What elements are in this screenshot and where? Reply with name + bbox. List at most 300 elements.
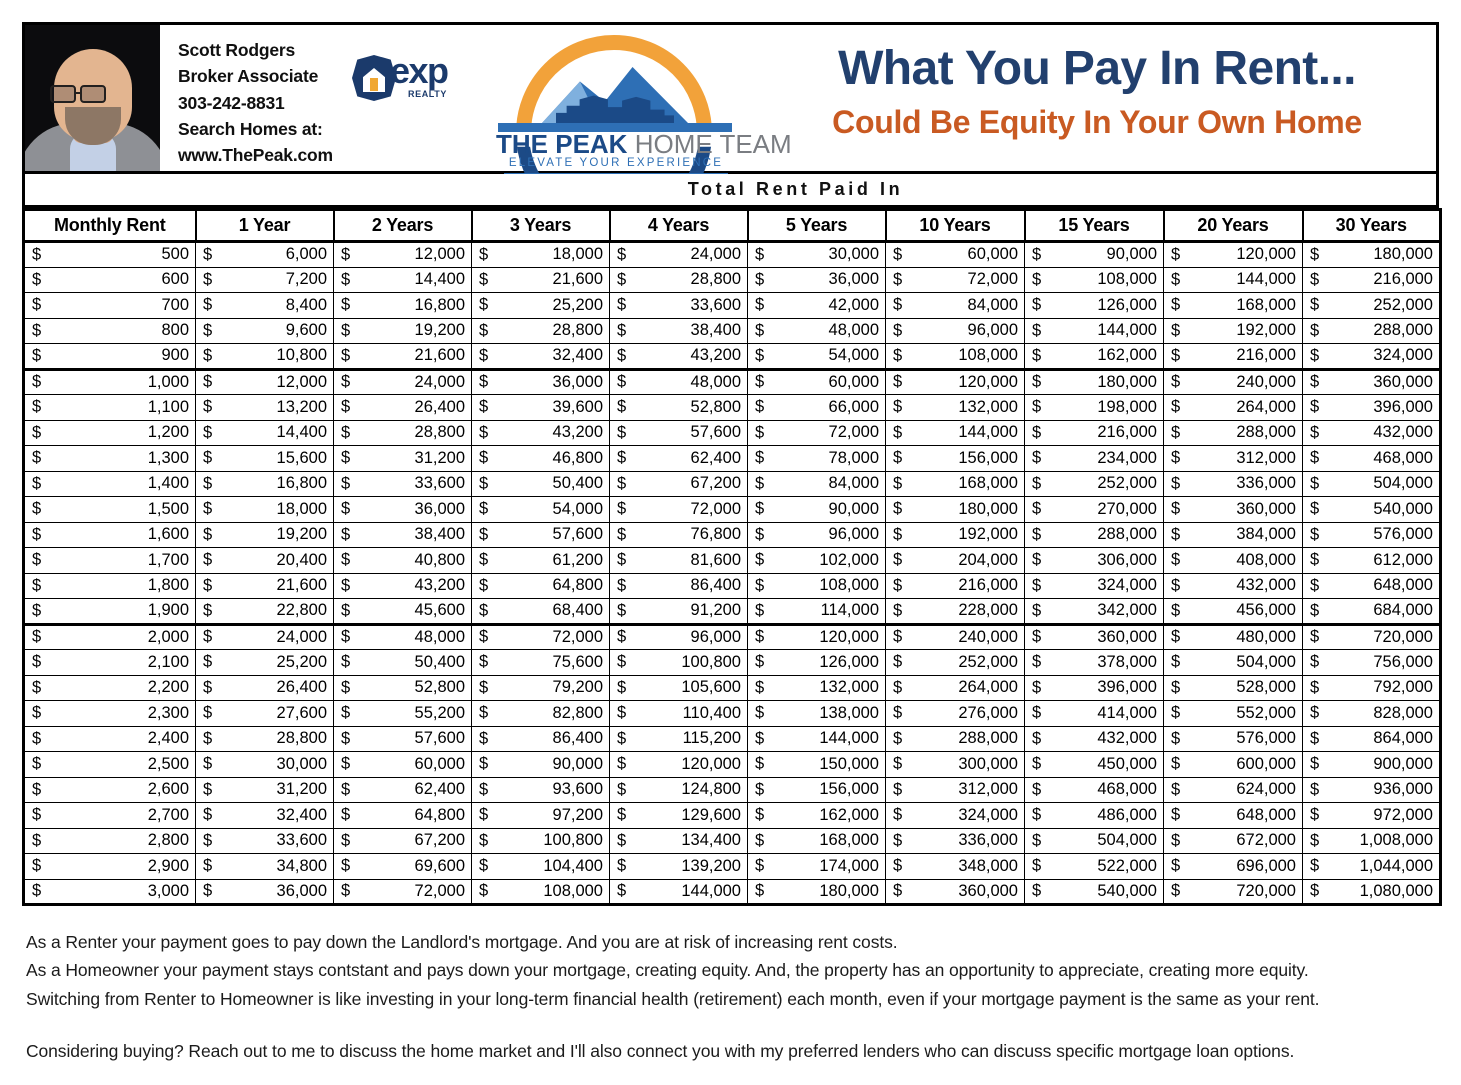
cell-total-30y: [1303, 522, 1441, 548]
cell-total-20y: [1164, 420, 1303, 446]
cell-total-3y: [472, 471, 610, 497]
cell-value: 55,200: [414, 703, 465, 722]
currency-symbol: $: [1032, 627, 1042, 646]
cell-value: 105,600: [681, 678, 741, 697]
currency-symbol: $: [617, 397, 627, 416]
currency-symbol: $: [479, 627, 489, 646]
currency-symbol: $: [1171, 703, 1181, 722]
cell-total-5y: [748, 726, 886, 752]
cell-value: 102,000: [819, 550, 879, 569]
cell-value: 168,000: [958, 474, 1018, 493]
cell-value: 1,900: [147, 601, 189, 620]
cell-value: 756,000: [1373, 652, 1433, 671]
currency-symbol: $: [617, 881, 627, 900]
currency-symbol: $: [1310, 729, 1320, 748]
cell-total-4y: [610, 242, 748, 268]
currency-symbol: $: [32, 780, 42, 799]
cell-total-10y: [886, 497, 1025, 523]
cell-value: 486,000: [1097, 805, 1157, 824]
currency-symbol: $: [755, 550, 765, 569]
cell-total-3y: [472, 548, 610, 574]
cell-total-4y: [610, 293, 748, 319]
cell-total-10y: [886, 369, 1025, 395]
cell-total-3y: [472, 650, 610, 676]
currency-symbol: $: [1032, 881, 1042, 900]
currency-symbol: $: [1310, 881, 1320, 900]
cell-value: 576,000: [1373, 525, 1433, 544]
cell-value: 450,000: [1097, 754, 1157, 773]
cell-value: 1,008,000: [1359, 831, 1433, 850]
cell-value: 12,000: [276, 372, 327, 391]
cell-total-30y: [1303, 369, 1441, 395]
cell-value: 60,000: [967, 245, 1018, 264]
currency-symbol: $: [203, 525, 213, 544]
footer-line: Switching from Renter to Homeowner is like investing in your long-term financial health (retirement) each month, even if your mortgage payment is the same as your rent.: [26, 988, 1320, 1009]
cell-total-5y: [748, 777, 886, 803]
cell-value: 156,000: [819, 780, 879, 799]
currency-symbol: $: [203, 576, 213, 595]
cell-value: 61,200: [552, 550, 603, 569]
cell-total-1y: [196, 879, 334, 905]
currency-symbol: $: [479, 295, 489, 314]
cell-total-1y: [196, 624, 334, 650]
cell-value: 20,400: [276, 550, 327, 569]
cell-total-2y: [334, 675, 472, 701]
cell-total-30y: [1303, 675, 1441, 701]
currency-symbol: $: [1310, 423, 1320, 442]
cell-total-15y: [1025, 446, 1164, 472]
cell-total-2y: [334, 395, 472, 421]
currency-symbol: $: [1310, 245, 1320, 264]
currency-symbol: $: [1310, 652, 1320, 671]
currency-symbol: $: [893, 448, 903, 467]
currency-symbol: $: [341, 780, 351, 799]
currency-symbol: $: [203, 601, 213, 620]
cell-value: 38,400: [690, 321, 741, 340]
currency-symbol: $: [755, 372, 765, 391]
cell-total-1y: [196, 318, 334, 344]
currency-symbol: $: [1032, 601, 1042, 620]
currency-symbol: $: [1171, 550, 1181, 569]
cell-total-3y: [472, 497, 610, 523]
cell-total-30y: [1303, 828, 1441, 854]
cell-total-10y: [886, 879, 1025, 905]
currency-symbol: $: [1171, 678, 1181, 697]
cell-monthly-rent: [24, 726, 196, 752]
cell-value: 252,000: [1097, 474, 1157, 493]
cell-value: 144,000: [1097, 321, 1157, 340]
cell-total-1y: [196, 803, 334, 829]
currency-symbol: $: [1032, 295, 1042, 314]
peak-tagline: ELEVATE YOUR EXPERIENCE: [508, 157, 724, 169]
cell-value: 2,300: [147, 703, 189, 722]
cell-value: 36,000: [552, 372, 603, 391]
cell-value: 2,100: [147, 652, 189, 671]
cell-total-3y: [472, 854, 610, 880]
currency-symbol: $: [617, 576, 627, 595]
currency-symbol: $: [1310, 295, 1320, 314]
currency-symbol: $: [479, 805, 489, 824]
currency-symbol: $: [341, 652, 351, 671]
cell-total-4y: [610, 573, 748, 599]
cell-total-2y: [334, 701, 472, 727]
currency-symbol: $: [893, 805, 903, 824]
currency-symbol: $: [341, 627, 351, 646]
currency-symbol: $: [1310, 550, 1320, 569]
currency-symbol: $: [203, 423, 213, 442]
table-row: [24, 777, 1441, 803]
cell-value: 31,200: [276, 780, 327, 799]
currency-symbol: $: [479, 372, 489, 391]
cell-value: 90,000: [552, 754, 603, 773]
currency-symbol: $: [341, 601, 351, 620]
cell-value: 252,000: [1373, 295, 1433, 314]
cell-value: 198,000: [1097, 397, 1157, 416]
currency-symbol: $: [479, 881, 489, 900]
cell-total-20y: [1164, 522, 1303, 548]
cell-total-2y: [334, 650, 472, 676]
currency-symbol: $: [479, 831, 489, 850]
currency-symbol: $: [479, 780, 489, 799]
cell-value: 57,600: [414, 729, 465, 748]
cell-total-4y: [610, 879, 748, 905]
cell-total-15y: [1025, 293, 1164, 319]
cell-value: 264,000: [958, 678, 1018, 697]
currency-symbol: $: [755, 703, 765, 722]
cell-total-1y: [196, 599, 334, 625]
cell-value: 2,700: [147, 805, 189, 824]
cell-total-5y: [748, 624, 886, 650]
cell-total-3y: [472, 522, 610, 548]
cell-monthly-rent: [24, 344, 196, 370]
currency-symbol: $: [32, 831, 42, 850]
currency-symbol: $: [479, 397, 489, 416]
cell-value: 25,200: [276, 652, 327, 671]
currency-symbol: $: [1171, 245, 1181, 264]
currency-symbol: $: [1032, 856, 1042, 875]
table-row: [24, 599, 1441, 625]
cell-value: 648,000: [1236, 805, 1296, 824]
cell-monthly-rent: [24, 879, 196, 905]
cell-total-30y: [1303, 803, 1441, 829]
cell-value: 50,400: [552, 474, 603, 493]
table-row: [24, 344, 1441, 370]
cell-total-5y: [748, 446, 886, 472]
currency-symbol: $: [203, 321, 213, 340]
cell-value: 696,000: [1236, 856, 1296, 875]
currency-symbol: $: [479, 525, 489, 544]
cell-total-2y: [334, 420, 472, 446]
cell-value: 18,000: [276, 499, 327, 518]
currency-symbol: $: [755, 856, 765, 875]
cell-value: 12,000: [414, 245, 465, 264]
cell-value: 24,000: [414, 372, 465, 391]
cell-total-15y: [1025, 777, 1164, 803]
currency-symbol: $: [479, 474, 489, 493]
cell-value: 129,600: [681, 805, 741, 824]
cell-value: 33,600: [690, 295, 741, 314]
cell-total-20y: [1164, 267, 1303, 293]
currency-symbol: $: [617, 703, 627, 722]
cell-value: 57,600: [552, 525, 603, 544]
column-header-15-years: 15 Years: [1025, 210, 1164, 242]
table-row: [24, 293, 1441, 319]
cell-value: 14,400: [276, 423, 327, 442]
cell-total-20y: [1164, 446, 1303, 472]
cell-value: 360,000: [1097, 627, 1157, 646]
currency-symbol: $: [203, 448, 213, 467]
cell-value: 28,800: [552, 321, 603, 340]
cell-monthly-rent: [24, 828, 196, 854]
currency-symbol: $: [341, 346, 351, 365]
cell-total-4y: [610, 497, 748, 523]
cell-value: 432,000: [1373, 423, 1433, 442]
column-header-4-years: 4 Years: [610, 210, 748, 242]
cell-total-20y: [1164, 879, 1303, 905]
cell-total-15y: [1025, 650, 1164, 676]
currency-symbol: $: [203, 678, 213, 697]
column-header-2-years: 2 Years: [334, 210, 472, 242]
cell-value: 28,800: [414, 423, 465, 442]
cell-value: 204,000: [958, 550, 1018, 569]
cell-value: 480,000: [1236, 627, 1296, 646]
currency-symbol: $: [341, 856, 351, 875]
currency-symbol: $: [1171, 295, 1181, 314]
agent-phone[interactable]: 303-242-8831: [178, 92, 285, 113]
currency-symbol: $: [479, 652, 489, 671]
cell-total-10y: [886, 828, 1025, 854]
cell-value: 21,600: [276, 576, 327, 595]
agent-website[interactable]: www.ThePeak.com: [178, 145, 333, 165]
cell-value: 50,400: [414, 652, 465, 671]
cell-value: 64,800: [552, 576, 603, 595]
cell-total-15y: [1025, 828, 1164, 854]
cell-total-4y: [610, 522, 748, 548]
cell-total-15y: [1025, 497, 1164, 523]
currency-symbol: $: [617, 245, 627, 264]
cell-total-10y: [886, 395, 1025, 421]
cell-total-5y: [748, 318, 886, 344]
currency-symbol: $: [341, 397, 351, 416]
cell-total-20y: [1164, 293, 1303, 319]
cell-total-2y: [334, 573, 472, 599]
cell-total-30y: [1303, 701, 1441, 727]
cell-value: 270,000: [1097, 499, 1157, 518]
currency-symbol: $: [341, 703, 351, 722]
cell-total-10y: [886, 471, 1025, 497]
cell-value: 234,000: [1097, 448, 1157, 467]
cell-value: 28,800: [690, 270, 741, 289]
currency-symbol: $: [1310, 474, 1320, 493]
currency-symbol: $: [32, 423, 42, 442]
currency-symbol: $: [755, 627, 765, 646]
cell-total-4y: [610, 854, 748, 880]
currency-symbol: $: [203, 499, 213, 518]
cell-total-30y: [1303, 599, 1441, 625]
cell-value: 24,000: [690, 245, 741, 264]
cell-value: 216,000: [1373, 270, 1433, 289]
cell-value: 414,000: [1097, 703, 1157, 722]
cell-total-10y: [886, 752, 1025, 778]
cell-total-1y: [196, 344, 334, 370]
cell-value: 900,000: [1373, 754, 1433, 773]
cell-monthly-rent: [24, 471, 196, 497]
currency-symbol: $: [1171, 270, 1181, 289]
cell-total-4y: [610, 599, 748, 625]
cell-total-2y: [334, 293, 472, 319]
cell-value: 396,000: [1097, 678, 1157, 697]
currency-symbol: $: [32, 499, 42, 518]
currency-symbol: $: [755, 423, 765, 442]
cell-value: 2,400: [147, 729, 189, 748]
cell-total-2y: [334, 624, 472, 650]
currency-symbol: $: [893, 831, 903, 850]
cell-value: 64,800: [414, 805, 465, 824]
currency-symbol: $: [1310, 703, 1320, 722]
cell-value: 90,000: [828, 499, 879, 518]
headline-block: [758, 25, 1436, 171]
currency-symbol: $: [32, 729, 42, 748]
currency-symbol: $: [341, 550, 351, 569]
currency-symbol: $: [32, 448, 42, 467]
cell-value: 13,200: [276, 397, 327, 416]
currency-symbol: $: [617, 856, 627, 875]
currency-symbol: $: [341, 881, 351, 900]
cell-value: 504,000: [1373, 474, 1433, 493]
currency-symbol: $: [617, 448, 627, 467]
cell-monthly-rent: [24, 420, 196, 446]
cell-total-5y: [748, 803, 886, 829]
currency-symbol: $: [1171, 372, 1181, 391]
cell-value: 360,000: [1373, 372, 1433, 391]
cell-value: 228,000: [958, 601, 1018, 620]
currency-symbol: $: [341, 295, 351, 314]
headshot-glasses-bridge: [76, 92, 82, 94]
currency-symbol: $: [203, 372, 213, 391]
cell-value: 120,000: [819, 627, 879, 646]
currency-symbol: $: [893, 652, 903, 671]
currency-symbol: $: [1171, 448, 1181, 467]
currency-symbol: $: [203, 627, 213, 646]
cell-monthly-rent: [24, 675, 196, 701]
cell-value: 36,000: [276, 881, 327, 900]
cell-value: 33,600: [414, 474, 465, 493]
cell-total-10y: [886, 548, 1025, 574]
currency-symbol: $: [32, 576, 42, 595]
cell-value: 456,000: [1236, 601, 1296, 620]
currency-symbol: $: [1171, 321, 1181, 340]
cell-value: 1,400: [147, 474, 189, 493]
currency-symbol: $: [1171, 423, 1181, 442]
cell-value: 72,000: [414, 881, 465, 900]
cell-total-15y: [1025, 471, 1164, 497]
peak-home-team-logo: [468, 31, 792, 171]
cell-value: 216,000: [1236, 346, 1296, 365]
currency-symbol: $: [479, 729, 489, 748]
cell-value: 336,000: [1236, 474, 1296, 493]
currency-symbol: $: [755, 499, 765, 518]
cell-value: 9,600: [285, 321, 327, 340]
currency-symbol: $: [1171, 881, 1181, 900]
column-header-10-years: 10 Years: [886, 210, 1025, 242]
cell-value: 39,600: [552, 397, 603, 416]
cell-value: 138,000: [819, 703, 879, 722]
cell-value: 110,400: [682, 703, 741, 722]
cell-total-15y: [1025, 752, 1164, 778]
cell-value: 93,600: [552, 780, 603, 799]
table-row: [24, 395, 1441, 421]
cell-value: 864,000: [1373, 729, 1433, 748]
cell-monthly-rent: [24, 267, 196, 293]
currency-symbol: $: [893, 525, 903, 544]
currency-symbol: $: [479, 550, 489, 569]
cell-monthly-rent: [24, 548, 196, 574]
cell-total-10y: [886, 318, 1025, 344]
cell-total-1y: [196, 828, 334, 854]
cell-value: 144,000: [958, 423, 1018, 442]
cell-total-10y: [886, 803, 1025, 829]
currency-symbol: $: [755, 652, 765, 671]
footer-paragraphs: [26, 928, 1446, 1013]
table-row: [24, 701, 1441, 727]
cell-value: 600: [161, 270, 189, 289]
cell-value: 26,400: [276, 678, 327, 697]
currency-symbol: $: [203, 397, 213, 416]
cell-total-20y: [1164, 548, 1303, 574]
table-row: [24, 446, 1441, 472]
cell-total-10y: [886, 777, 1025, 803]
cell-value: 3,000: [147, 881, 189, 900]
cell-value: 38,400: [414, 525, 465, 544]
cell-total-20y: [1164, 854, 1303, 880]
currency-symbol: $: [1032, 474, 1042, 493]
cell-total-30y: [1303, 497, 1441, 523]
cell-total-30y: [1303, 446, 1441, 472]
currency-symbol: $: [32, 270, 42, 289]
currency-symbol: $: [755, 474, 765, 493]
currency-symbol: $: [893, 703, 903, 722]
cell-total-5y: [748, 599, 886, 625]
cell-value: 124,800: [681, 780, 741, 799]
cell-total-2y: [334, 777, 472, 803]
cell-value: 624,000: [1236, 780, 1296, 799]
cell-total-4y: [610, 369, 748, 395]
cell-value: 288,000: [1373, 321, 1433, 340]
currency-symbol: $: [1171, 601, 1181, 620]
currency-symbol: $: [32, 346, 42, 365]
cell-value: 132,000: [819, 678, 879, 697]
cell-total-10y: [886, 624, 1025, 650]
cell-value: 96,000: [690, 627, 741, 646]
cell-monthly-rent: [24, 701, 196, 727]
table-row: [24, 752, 1441, 778]
cell-value: 2,600: [147, 780, 189, 799]
cell-total-10y: [886, 522, 1025, 548]
cell-value: 1,000: [147, 372, 189, 391]
currency-symbol: $: [341, 805, 351, 824]
cell-total-5y: [748, 701, 886, 727]
cell-total-3y: [472, 242, 610, 268]
cell-value: 81,600: [690, 550, 741, 569]
currency-symbol: $: [1032, 448, 1042, 467]
cell-total-20y: [1164, 650, 1303, 676]
currency-symbol: $: [203, 805, 213, 824]
currency-symbol: $: [1310, 754, 1320, 773]
currency-symbol: $: [341, 321, 351, 340]
cell-total-4y: [610, 395, 748, 421]
currency-symbol: $: [341, 576, 351, 595]
door-icon: [370, 78, 378, 91]
